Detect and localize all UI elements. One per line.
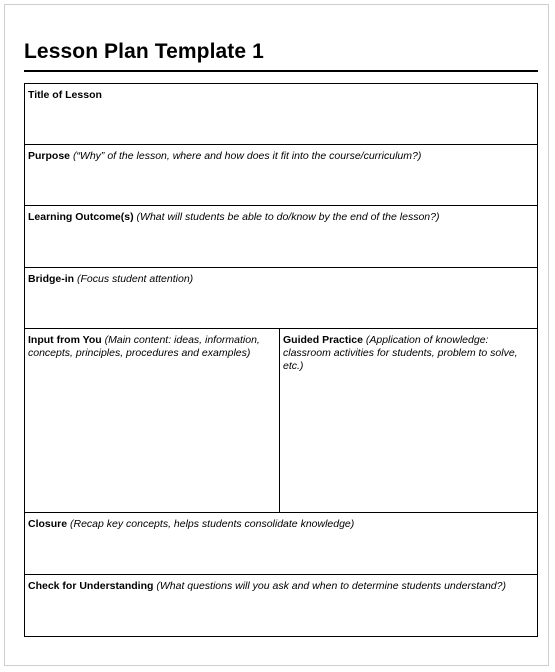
section-hint: (What will students be able to do/know by the end of the lesson?)	[136, 211, 440, 223]
lesson-plan-form	[24, 83, 538, 637]
section-hint: (Focus student attention)	[77, 273, 194, 285]
section-hint: (Recap key concepts, helps students consolidate knowledge)	[70, 518, 355, 530]
section-hint: (Main content: ideas, information, concepts, principles, procedures and examples)	[28, 334, 260, 359]
section-label: Purpose	[28, 150, 71, 162]
section-label: Guided Practice	[283, 334, 363, 346]
section-guided-practice[interactable]	[280, 329, 537, 512]
section-label: Learning Outcome(s)	[28, 211, 134, 223]
section-purpose[interactable]	[25, 145, 537, 206]
section-input-from-you[interactable]	[25, 329, 280, 512]
section-label: Bridge-in	[28, 273, 75, 285]
section-hint: (Application of knowledge: classroom activities for students, problem to solve, etc.)	[283, 334, 518, 372]
section-learning-outcomes[interactable]	[25, 206, 537, 268]
section-closure[interactable]	[25, 513, 537, 575]
section-check-for-understanding[interactable]	[25, 575, 537, 636]
section-label: Title of Lesson	[28, 89, 102, 101]
section-label: Check for Understanding	[28, 580, 154, 592]
section-label: Input from You	[28, 334, 102, 346]
title-divider	[24, 70, 538, 72]
section-split-row	[25, 329, 537, 513]
document-title: Lesson Plan Template 1	[24, 40, 264, 63]
section-hint: (What questions will you ask and when to determine students understand?)	[156, 580, 506, 592]
section-bridge-in[interactable]	[25, 268, 537, 329]
section-hint: (“Why” of the lesson, where and how does it fit into the course/curriculum?)	[72, 150, 422, 162]
section-title-of-lesson[interactable]	[25, 84, 537, 145]
section-label: Closure	[28, 518, 68, 530]
